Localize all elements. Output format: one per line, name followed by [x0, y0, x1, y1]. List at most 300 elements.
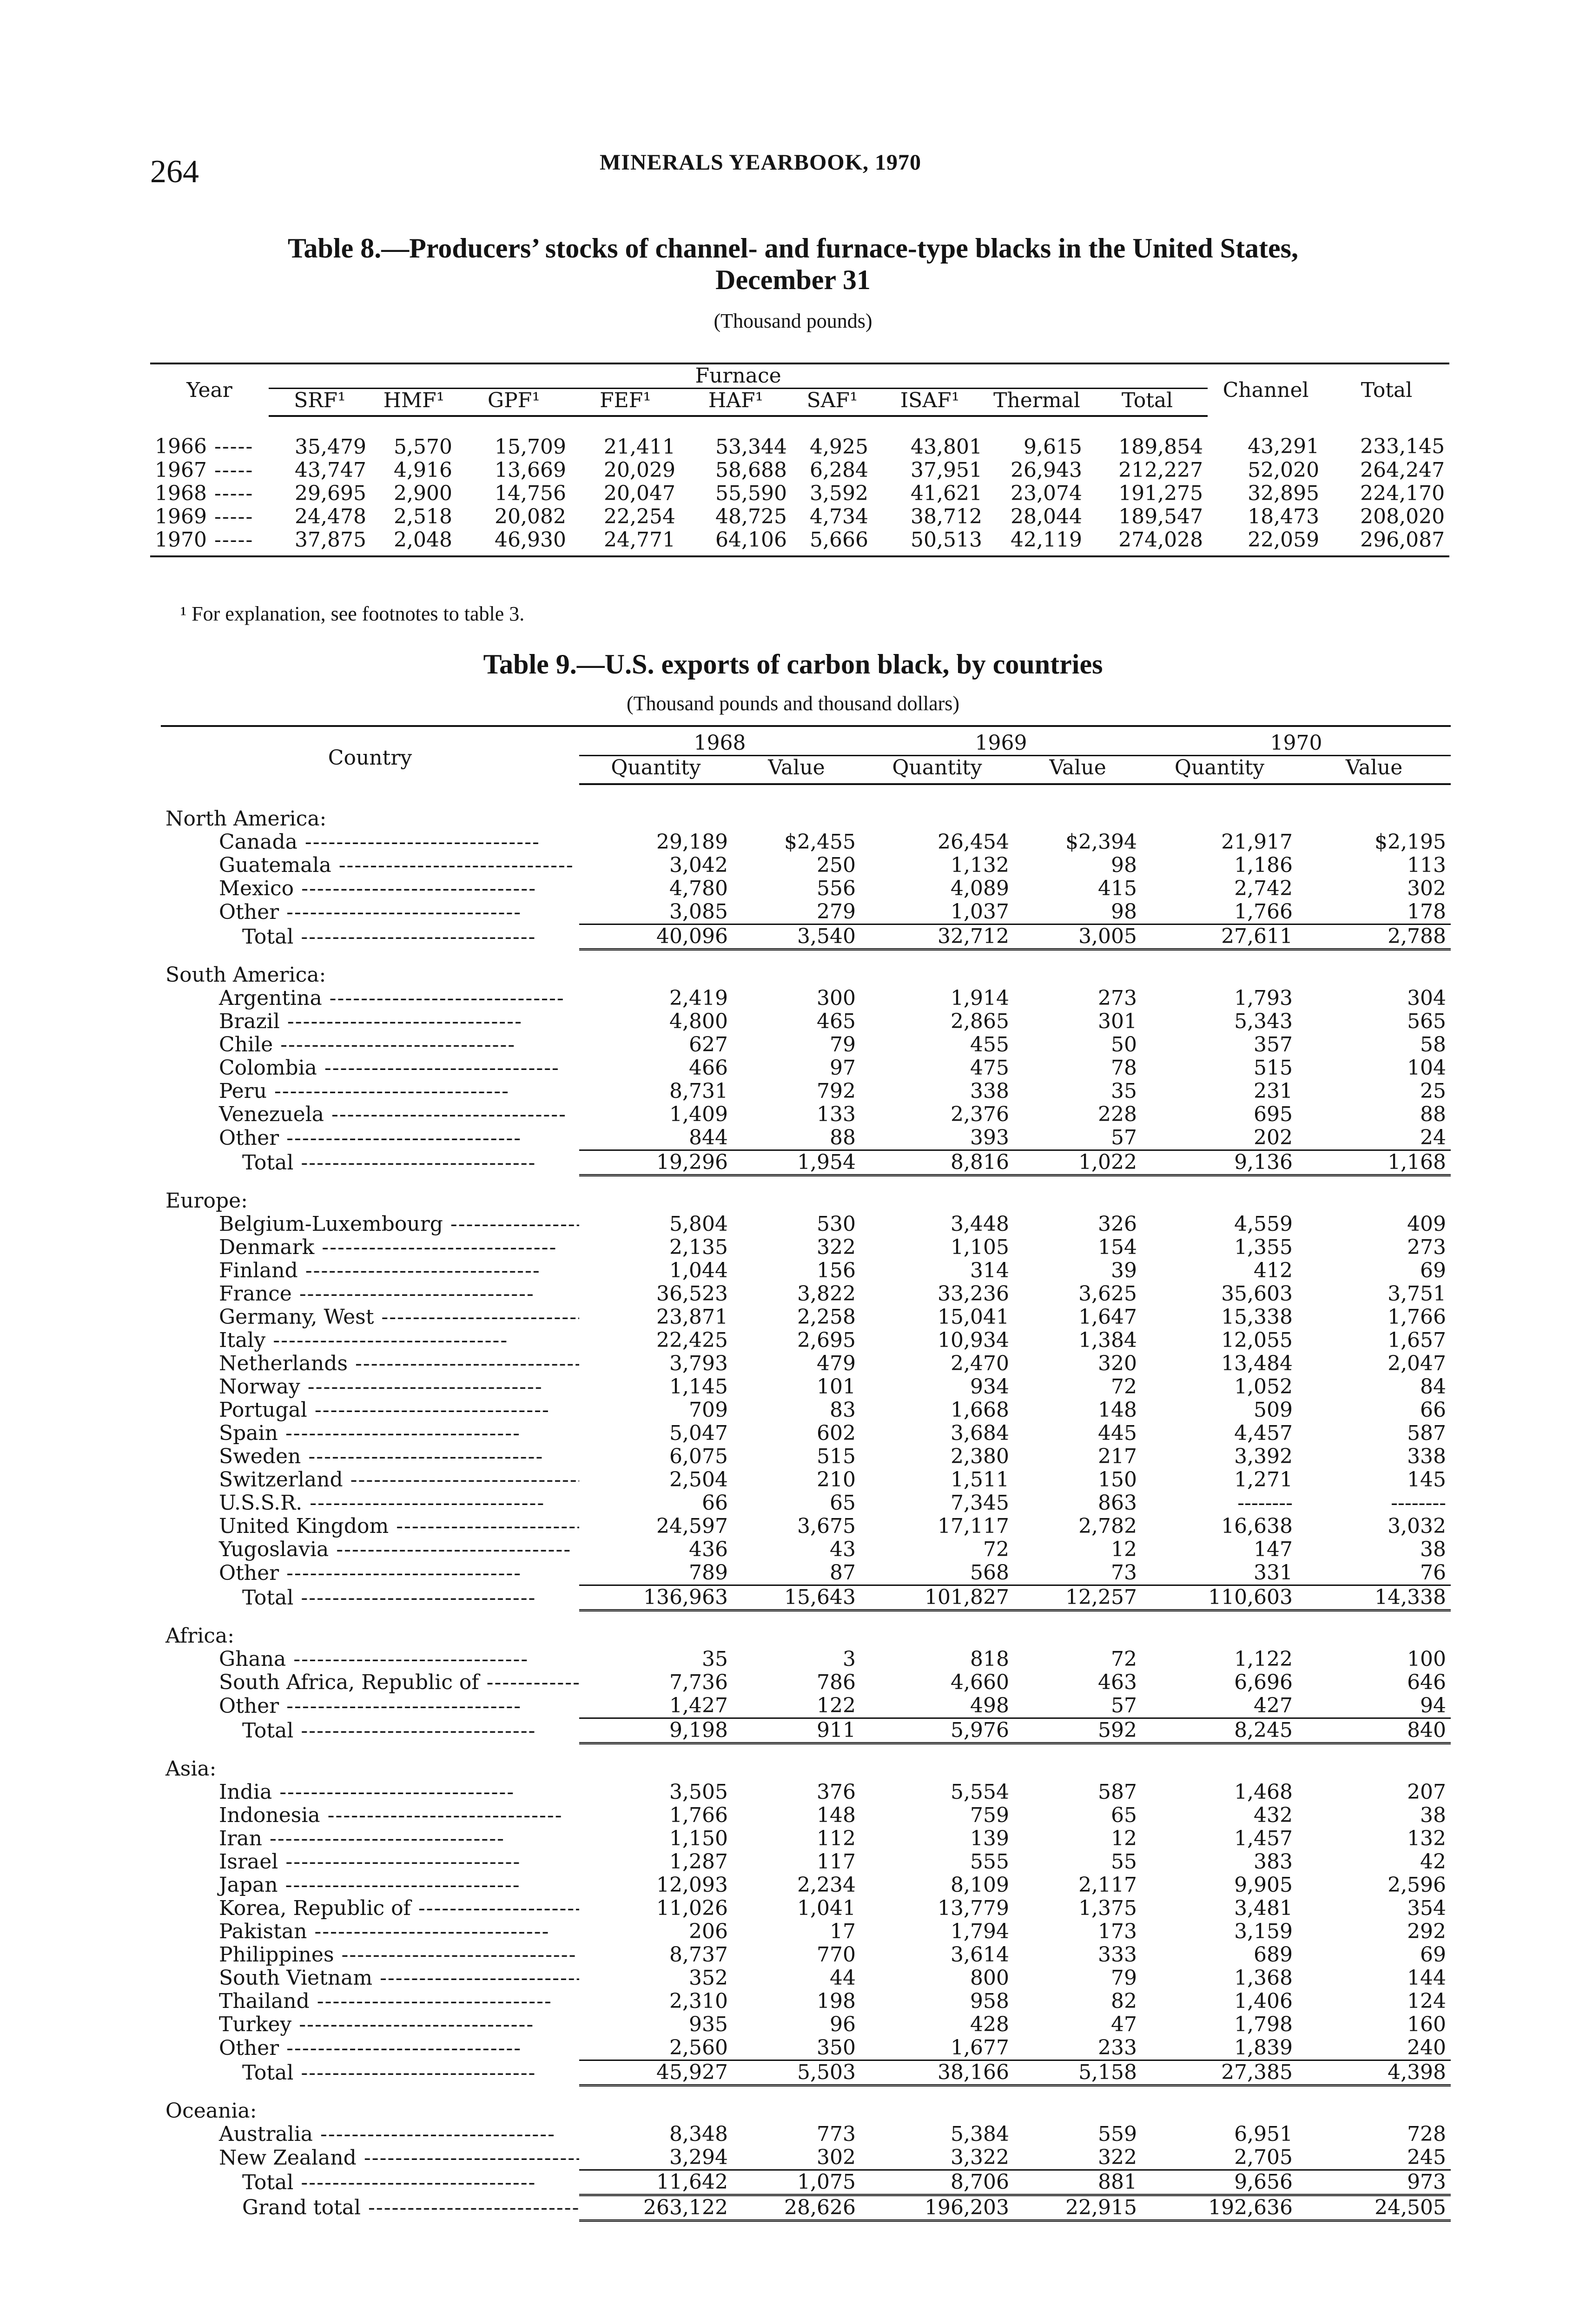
- table9-value-cell: 12,257: [1014, 1585, 1142, 1611]
- table8-value-cell: 20,047: [604, 482, 675, 505]
- table9-value-cell: 10,934: [938, 1328, 1010, 1352]
- table9-country-row: [161, 1056, 1451, 1080]
- table9-value-cell: 350: [817, 2036, 856, 2060]
- table9-value-cell: 250: [817, 853, 856, 877]
- table9-country-cell: Spain -----: [161, 1422, 579, 1445]
- table9-country-cell: France -----: [161, 1282, 579, 1306]
- table9-value-cell: 1,168: [1297, 1150, 1451, 1175]
- table9-value-cell: 587: [1407, 1421, 1447, 1445]
- table9-value-cell: 728: [1407, 2122, 1447, 2146]
- table9-value-cell: 38: [1420, 1803, 1447, 1827]
- table8-sub-col: SAF¹: [792, 389, 873, 416]
- table9-value-cell: 3,322: [951, 2146, 1010, 2169]
- table9-value-cell: 79: [830, 1033, 856, 1056]
- table9-value-cell: 279: [817, 900, 856, 924]
- table8-col-total: Total: [1324, 363, 1449, 416]
- table9-grand-total-row: [161, 2195, 1451, 2221]
- table8-sub-col: Thermal: [987, 389, 1087, 416]
- table9-country-cell: Grand total -----: [161, 2195, 579, 2221]
- table9-value-cell: 45,927: [579, 2060, 733, 2086]
- table9-value-cell: 592: [1014, 1718, 1142, 1743]
- table9-country-row: [161, 1422, 1451, 1445]
- table9-value-cell: 646: [1407, 1670, 1447, 1694]
- table8-year-cell: 1967 -----: [150, 459, 269, 482]
- table9-value-cell: 13,779: [938, 1896, 1010, 1920]
- table9-value-cell: 210: [817, 1468, 856, 1492]
- table9-value-cell: 432: [1254, 1803, 1293, 1827]
- table9-value-cell: 11,642: [579, 2170, 733, 2195]
- table9-value-cell: 1,105: [951, 1235, 1010, 1259]
- table9-value-cell: 568: [970, 1561, 1010, 1585]
- table9-country-cell: United Kingdom -----: [161, 1515, 579, 1538]
- table9-region-row: [161, 1743, 1451, 1781]
- table9-value-cell: 35: [702, 1647, 728, 1671]
- table9-value-cell: 25: [1420, 1079, 1447, 1103]
- table9-country-row: [161, 1080, 1451, 1103]
- table9-value-cell: 73: [1111, 1561, 1137, 1585]
- table9-title: Table 9.—U.S. exports of carbon black, by countries: [483, 649, 1103, 680]
- table9-value-cell: 139: [970, 1827, 1010, 1850]
- table9-value-cell: 39: [1111, 1259, 1137, 1282]
- table9-country-row: [161, 1897, 1451, 1920]
- table8-unit: (Thousand pounds): [714, 310, 872, 332]
- table9-value-cell: 28,626: [733, 2195, 860, 2221]
- table8-value-cell: 274,028: [1087, 528, 1208, 556]
- table9-country-cell: Total -----: [161, 2060, 579, 2086]
- table9-country-row: [161, 1033, 1451, 1056]
- table9-value-cell: 55: [1111, 1850, 1137, 1874]
- table8-footnote: ¹ For explanation, see footnotes to table 3.: [180, 602, 525, 625]
- table9-value-cell: 2,470: [951, 1352, 1010, 1375]
- table9-value-cell: 8,348: [669, 2122, 728, 2146]
- table9-country-row: [161, 1804, 1451, 1827]
- table9-value-cell: 273: [1407, 1235, 1447, 1259]
- table9-value-cell: 72: [1111, 1375, 1137, 1399]
- table8-sub-col: FEF¹: [571, 389, 680, 416]
- table9-sub-col: Quantity: [860, 756, 1014, 785]
- table9-value-cell: 87: [830, 1561, 856, 1585]
- table9-value-cell: 427: [1254, 1694, 1293, 1717]
- table9-country-cell: Thailand -----: [161, 1990, 579, 2013]
- table9-value-cell: 76: [1420, 1561, 1447, 1585]
- table9-value-cell: 2,560: [669, 2036, 728, 2060]
- table9-value-cell: 1,132: [951, 853, 1010, 877]
- table8-sub-col: HAF¹: [680, 389, 792, 416]
- table9-value-cell: 1,145: [669, 1375, 728, 1399]
- running-title: MINERALS YEARBOOK, 1970: [600, 150, 921, 175]
- table9-value-cell: 515: [1254, 1056, 1293, 1080]
- table9-value-cell: 50: [1111, 1033, 1137, 1056]
- table9-value-cell: 12: [1111, 1538, 1137, 1561]
- table8-value-cell: 2,518: [394, 505, 452, 528]
- table9-country-row: [161, 1236, 1451, 1259]
- table9-value-cell: 1,798: [1234, 2013, 1293, 2036]
- table9-value-cell: 24,597: [656, 1514, 728, 1538]
- table9-value-cell: 5,343: [1234, 1010, 1293, 1033]
- table9-value-cell: 455: [970, 1033, 1010, 1056]
- table9-value-cell: 8,737: [669, 1943, 728, 1967]
- table9-value-cell: 326: [1098, 1212, 1137, 1236]
- table9-value-cell: 11,026: [656, 1896, 728, 1920]
- table9-value-cell: 301: [1098, 1010, 1137, 1033]
- table8-value-cell: 2,900: [394, 482, 452, 505]
- table9-country-cell: Switzerland -----: [161, 1468, 579, 1492]
- table9-value-cell: 24,505: [1297, 2195, 1451, 2221]
- table9-country-row: [161, 1694, 1451, 1718]
- table8-value-cell: 9,615: [1024, 435, 1082, 459]
- table9-value-cell: 4,800: [669, 1010, 728, 1033]
- table9-value-cell: 2,376: [951, 1103, 1010, 1126]
- table9-value-cell: 233: [1098, 2036, 1137, 2060]
- table8-value-cell: 15,709: [495, 435, 566, 459]
- table9-value-cell: 148: [1098, 1398, 1137, 1422]
- table9-country-cell: Total -----: [161, 1718, 579, 1743]
- table9-value-cell: 4,089: [951, 877, 1010, 900]
- table8-value-cell: 20,029: [604, 458, 675, 482]
- table9-value-cell: 38,166: [860, 2060, 1014, 2086]
- table8-value-cell: 208,020: [1360, 505, 1445, 528]
- table9-value-cell: 4,398: [1297, 2060, 1451, 2086]
- table8-row: [150, 459, 1449, 482]
- table9-country-cell: Guatemala -----: [161, 854, 579, 877]
- table9-value-cell: 5,047: [669, 1421, 728, 1445]
- table9-value-cell: 110,603: [1142, 1585, 1297, 1611]
- table9-value-cell: 6,696: [1234, 1670, 1293, 1694]
- table9-value-cell: 3,481: [1234, 1896, 1293, 1920]
- table9-value-cell: 8,731: [669, 1079, 728, 1103]
- table9-value-cell: 2,135: [669, 1235, 728, 1259]
- table9-value-cell: 695: [1254, 1103, 1293, 1126]
- table9-value-cell: 136,963: [579, 1585, 733, 1611]
- table9-country-row: [161, 1990, 1451, 2013]
- table9-value-cell: 240: [1407, 2036, 1447, 2060]
- table9-value-cell: 436: [689, 1538, 728, 1561]
- table9-value-cell: 973: [1297, 2170, 1451, 2195]
- table9-value-cell: 12,055: [1221, 1328, 1293, 1352]
- table9-value-cell: 3,005: [1014, 924, 1142, 950]
- table9-value-cell: 14,338: [1297, 1585, 1451, 1611]
- table8-value-cell: 43,291: [1248, 435, 1320, 458]
- table9-value-cell: 196,203: [860, 2195, 1014, 2221]
- table9-value-cell: 2,705: [1234, 2146, 1293, 2169]
- table9-country-cell: Indonesia -----: [161, 1804, 579, 1827]
- table9-country-row: [161, 854, 1451, 877]
- table9-value-cell: 1,409: [669, 1103, 728, 1126]
- table9-value-cell: 292: [1407, 1920, 1447, 1943]
- table9-value-cell: 2,695: [797, 1328, 856, 1352]
- table9-value-cell: 44: [830, 1966, 856, 1990]
- table8-value-cell: 52,020: [1248, 458, 1320, 482]
- table9-value-cell: 1,271: [1234, 1468, 1293, 1492]
- table9-country-cell: Canada -----: [161, 831, 579, 854]
- table9-value-cell: 154: [1098, 1235, 1137, 1259]
- table9-country-row: [161, 1399, 1451, 1422]
- table9-value-cell: 24: [1420, 1126, 1447, 1149]
- table9-sub-col: Value: [733, 756, 860, 785]
- table9-country-row: [161, 1010, 1451, 1033]
- table9-value-cell: 314: [970, 1259, 1010, 1282]
- table9-value-cell: 587: [1098, 1780, 1137, 1804]
- table9-region-label: Oceania:: [165, 2099, 257, 2123]
- table9-value-cell: 1,041: [797, 1896, 856, 1920]
- table9-value-cell: --------: [1391, 1491, 1447, 1515]
- table9-value-cell: 133: [817, 1103, 856, 1126]
- table9-value-cell: 150: [1098, 1468, 1137, 1492]
- table9-value-cell: 2,258: [797, 1305, 856, 1329]
- table9-value-cell: 27,385: [1142, 2060, 1297, 2086]
- table9-value-cell: 96: [830, 2013, 856, 2036]
- table9-value-cell: 9,905: [1234, 1873, 1293, 1897]
- table9-value-cell: 6,075: [669, 1445, 728, 1468]
- table9-country-row: [161, 2036, 1451, 2060]
- table9-country-cell: Netherlands -----: [161, 1352, 579, 1375]
- table9-country-row: [161, 1259, 1451, 1282]
- table9-total-row: [161, 924, 1451, 950]
- table9-value-cell: 1,766: [669, 1803, 728, 1827]
- table8-value-cell: 189,547: [1118, 505, 1203, 528]
- table9-value-cell: 100: [1407, 1647, 1447, 1671]
- table9-country-row: [161, 987, 1451, 1010]
- table9-value-cell: 132: [1407, 1827, 1447, 1850]
- table8-sub-col: HMF¹: [371, 389, 457, 416]
- table9-value-cell: 1,657: [1388, 1328, 1447, 1352]
- table9-value-cell: 479: [817, 1352, 856, 1375]
- table8-value-cell: 21,411: [604, 435, 675, 459]
- table9-value-cell: 4,457: [1234, 1421, 1293, 1445]
- table9-country-cell: Venezuela -----: [161, 1103, 579, 1126]
- table8-value-cell: 29,695: [295, 482, 366, 505]
- table9-value-cell: 156: [817, 1259, 856, 1282]
- table9-region-row: [161, 950, 1451, 987]
- table9-total-row: [161, 1585, 1451, 1611]
- table9-country-row: [161, 1827, 1451, 1850]
- table8-value-cell: 41,621: [911, 482, 982, 505]
- table8-value-cell: 5,666: [792, 528, 873, 556]
- table9-value-cell: 217: [1098, 1445, 1137, 1468]
- table9-value-cell: 58: [1420, 1033, 1447, 1056]
- table8-value-cell: 28,044: [1011, 505, 1082, 528]
- table9-value-cell: 22,425: [656, 1328, 728, 1352]
- table9-country-row: [161, 2123, 1451, 2146]
- table9-value-cell: 2,117: [1078, 1873, 1137, 1897]
- table9-country-cell: Germany, West -----: [161, 1306, 579, 1329]
- table9-value-cell: 173: [1098, 1920, 1137, 1943]
- table9-country-cell: Belgium-Luxembourg -----: [161, 1213, 579, 1236]
- table8-value-cell: 35,479: [295, 435, 366, 459]
- table9-value-cell: 273: [1098, 986, 1137, 1010]
- table9-value-cell: 934: [970, 1375, 1010, 1399]
- table9-value-cell: 627: [689, 1033, 728, 1056]
- table9-value-cell: 144: [1407, 1966, 1447, 1990]
- table9-value-cell: 15,643: [733, 1585, 860, 1611]
- table9-value-cell: 1,150: [669, 1827, 728, 1850]
- table9-value-cell: 38: [1420, 1538, 1447, 1561]
- table9-value-cell: 1,287: [669, 1850, 728, 1874]
- table9-value-cell: $2,195: [1375, 830, 1447, 854]
- table9-country-cell: Israel -----: [161, 1850, 579, 1874]
- table9-value-cell: 2,234: [797, 1873, 856, 1897]
- table8-value-cell: 224,170: [1360, 482, 1445, 505]
- table9-value-cell: 3,294: [669, 2146, 728, 2169]
- table9-sub-col: Quantity: [579, 756, 733, 785]
- table8-value-cell: 191,275: [1118, 482, 1203, 505]
- table8-col-channel: Channel: [1208, 363, 1324, 416]
- table9-value-cell: 1,037: [951, 900, 1010, 924]
- table9-country-cell: Other -----: [161, 1694, 579, 1718]
- table8-value-cell: 6,284: [810, 458, 868, 482]
- table9-country-cell: Japan -----: [161, 1874, 579, 1897]
- table8-value-cell: 32,895: [1248, 482, 1320, 505]
- table9-value-cell: 17,117: [938, 1514, 1010, 1538]
- table9-value-cell: 509: [1254, 1398, 1293, 1422]
- table9-country-cell: South Africa, Republic of -----: [161, 1671, 579, 1694]
- table9-value-cell: 5,554: [951, 1780, 1010, 1804]
- table9-value-cell: 78: [1111, 1056, 1137, 1080]
- table9-value-cell: 17: [830, 1920, 856, 1943]
- table9-region-row: [161, 784, 1451, 831]
- table9-value-cell: 773: [817, 2122, 856, 2146]
- table8-value-cell: 43,747: [295, 458, 366, 482]
- table9-country-row: [161, 1671, 1451, 1694]
- table8-row: [150, 482, 1449, 505]
- table9-value-cell: 57: [1111, 1694, 1137, 1717]
- table9-value-cell: 231: [1254, 1079, 1293, 1103]
- table8-value-cell: 4,734: [810, 505, 868, 528]
- table9-value-cell: 16,638: [1221, 1514, 1293, 1538]
- table9-value-cell: 66: [702, 1491, 728, 1515]
- table9-value-cell: 1,427: [669, 1694, 728, 1717]
- table9-value-cell: 2,504: [669, 1468, 728, 1492]
- table9-country-cell: Iran -----: [161, 1827, 579, 1850]
- table9-unit: (Thousand pounds and thousand dollars): [626, 692, 960, 715]
- table9-value-cell: $2,394: [1065, 830, 1137, 854]
- table9-value-cell: 65: [1111, 1803, 1137, 1827]
- table9-value-cell: 9,198: [579, 1718, 733, 1743]
- table9-value-cell: 1,186: [1234, 853, 1293, 877]
- table9-country-row: [161, 1943, 1451, 1967]
- table9-value-cell: 800: [970, 1966, 1010, 1990]
- table9-value-cell: 302: [1407, 877, 1447, 900]
- table9-value-cell: 1,468: [1234, 1780, 1293, 1804]
- table9-value-cell: 8,109: [951, 1873, 1010, 1897]
- table9-country-cell: Peru -----: [161, 1080, 579, 1103]
- table9-value-cell: 3,614: [951, 1943, 1010, 1967]
- table9-value-cell: 47: [1111, 2013, 1137, 2036]
- table9-value-cell: 2,596: [1388, 1873, 1447, 1897]
- table9-value-cell: 935: [689, 2013, 728, 2036]
- table9-value-cell: 445: [1098, 1421, 1137, 1445]
- table9-value-cell: 2,380: [951, 1445, 1010, 1468]
- table9-value-cell: 530: [817, 1212, 856, 1236]
- table8-value-cell: 5,570: [394, 435, 452, 459]
- table9-country-cell: Total -----: [161, 2170, 579, 2195]
- table9-value-cell: 881: [1014, 2170, 1142, 2195]
- table9-value-cell: 7,736: [669, 1670, 728, 1694]
- table9-value-cell: 354: [1407, 1896, 1447, 1920]
- table9-value-cell: 15,338: [1221, 1305, 1293, 1329]
- table9-value-cell: 8,706: [860, 2170, 1014, 2195]
- table8-value-cell: 4,925: [810, 435, 868, 459]
- table9-value-cell: 555: [970, 1850, 1010, 1874]
- table9-value-cell: 12: [1111, 1827, 1137, 1850]
- table9-country-row: [161, 1850, 1451, 1874]
- table9-value-cell: 13,484: [1221, 1352, 1293, 1375]
- table9-value-cell: 1,839: [1234, 2036, 1293, 2060]
- table9-country-row: [161, 1515, 1451, 1538]
- table9-country-row: [161, 1648, 1451, 1671]
- table8-value-cell: 22,254: [604, 505, 675, 528]
- table8-value-cell: 2,048: [371, 528, 457, 556]
- table9-value-cell: 322: [1098, 2146, 1137, 2169]
- table9-value-cell: 393: [970, 1126, 1010, 1149]
- page-number: 264: [150, 154, 199, 190]
- table9-value-cell: 15,041: [938, 1305, 1010, 1329]
- table9-value-cell: 148: [817, 1803, 856, 1827]
- table9-value-cell: 9,656: [1142, 2170, 1297, 2195]
- table8-sub-col: SRF¹: [269, 389, 371, 416]
- table9-value-cell: 33,236: [938, 1282, 1010, 1306]
- table9-value-cell: 29,189: [656, 830, 728, 854]
- table9-value-cell: 65: [830, 1491, 856, 1515]
- table9-value-cell: 94: [1420, 1694, 1447, 1717]
- table9-country-cell: Other -----: [161, 900, 579, 924]
- table9-country-cell: Norway -----: [161, 1375, 579, 1399]
- table8-sub-col: Total: [1087, 389, 1208, 416]
- table9-value-cell: 1,375: [1078, 1896, 1137, 1920]
- table9-value-cell: 3,505: [669, 1780, 728, 1804]
- table9-value-cell: 42: [1420, 1850, 1447, 1874]
- table9-value-cell: 428: [970, 2013, 1010, 2036]
- table9-value-cell: 322: [817, 1235, 856, 1259]
- table9-value-cell: 36,523: [656, 1282, 728, 1306]
- table9-value-cell: 9,136: [1142, 1150, 1297, 1175]
- table9-value-cell: 1,954: [733, 1150, 860, 1175]
- table9-value-cell: 145: [1407, 1468, 1447, 1492]
- table9-col-country: Country: [161, 726, 579, 784]
- table9-value-cell: 35: [1111, 1079, 1137, 1103]
- table9-country-cell: Other -----: [161, 2036, 579, 2060]
- table9-value-cell: 709: [689, 1398, 728, 1422]
- table9-value-cell: 2,310: [669, 1989, 728, 2013]
- table8-title-date: December 31: [715, 264, 871, 295]
- table9-value-cell: 5,976: [860, 1718, 1014, 1743]
- table9-country-row: [161, 1781, 1451, 1804]
- table9-value-cell: 113: [1407, 853, 1447, 877]
- table9-col-year: 1970: [1142, 726, 1451, 756]
- table8-value-cell: 58,688: [715, 458, 787, 482]
- table9-value-cell: 1,406: [1234, 1989, 1293, 2013]
- table9-value-cell: 3,684: [951, 1421, 1010, 1445]
- table9-country-cell: Chile -----: [161, 1033, 579, 1056]
- table8-year-cell: 1966 -----: [150, 416, 269, 459]
- table8-year-cell: 1970 -----: [150, 528, 269, 556]
- table8-value-cell: 14,756: [495, 482, 566, 505]
- table9-country-cell: Yugoslavia -----: [161, 1538, 579, 1561]
- table9-value-cell: 228: [1098, 1103, 1137, 1126]
- table9-value-cell: 2,782: [1078, 1514, 1137, 1538]
- table9-sub-col: Quantity: [1142, 756, 1297, 785]
- table9-value-cell: 2,047: [1388, 1352, 1447, 1375]
- table8-year-cell: 1968 -----: [150, 482, 269, 505]
- table9-value-cell: 1,457: [1234, 1827, 1293, 1850]
- table9-country-row: [161, 1213, 1451, 1236]
- table8-value-cell: 26,943: [1011, 458, 1082, 482]
- table9-value-cell: 466: [689, 1056, 728, 1080]
- table9-value-cell: 192,636: [1142, 2195, 1297, 2221]
- table9-value-cell: 43: [830, 1538, 856, 1561]
- table9-value-cell: 792: [817, 1079, 856, 1103]
- table8-sub-col: GPF¹: [457, 389, 571, 416]
